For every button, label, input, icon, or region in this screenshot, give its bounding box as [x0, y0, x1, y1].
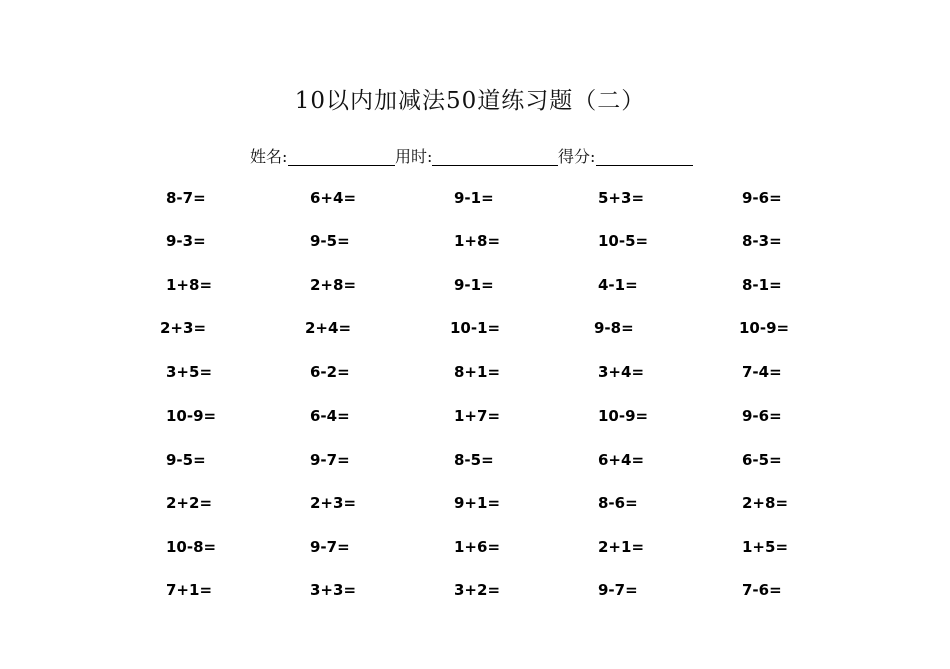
- problem-item: 3+4=: [598, 363, 645, 381]
- problem-item: 9-6=: [742, 407, 782, 425]
- problem-item: 8-1=: [742, 276, 782, 294]
- problem-item: 2+3=: [310, 494, 357, 512]
- problem-item: 2+1=: [598, 538, 645, 556]
- problem-item: 9-3=: [166, 232, 206, 250]
- problem-item: 7-4=: [742, 363, 782, 381]
- problem-item: 3+5=: [166, 363, 213, 381]
- problem-item: 9-1=: [454, 276, 494, 294]
- problem-item: 10-1=: [450, 319, 501, 337]
- problem-item: 6+4=: [598, 451, 645, 469]
- problem-item: 2+8=: [310, 276, 357, 294]
- problem-item: 8-7=: [166, 189, 206, 207]
- problem-item: 9-7=: [310, 451, 350, 469]
- problem-item: 10-8=: [166, 538, 217, 556]
- problem-item: 9-5=: [166, 451, 206, 469]
- problem-item: 2+8=: [742, 494, 789, 512]
- problem-item: 9-7=: [598, 581, 638, 599]
- problem-item: 9-5=: [310, 232, 350, 250]
- problem-item: 8-6=: [598, 494, 638, 512]
- problem-item: 8+1=: [454, 363, 501, 381]
- problem-item: 6-2=: [310, 363, 350, 381]
- name-label: 姓名:: [250, 147, 288, 166]
- time-blank[interactable]: [432, 165, 558, 166]
- problem-item: 2+4=: [305, 319, 352, 337]
- problem-item: 1+8=: [454, 232, 501, 250]
- problem-item: 10-9=: [598, 407, 649, 425]
- problem-item: 6+4=: [310, 189, 357, 207]
- problem-item: 9-7=: [310, 538, 350, 556]
- problem-item: 2+2=: [166, 494, 213, 512]
- problem-item: 4-1=: [598, 276, 638, 294]
- score-label: 得分:: [558, 147, 596, 166]
- problem-item: 3+3=: [310, 581, 357, 599]
- time-label: 用时:: [395, 147, 433, 166]
- name-blank[interactable]: [288, 165, 395, 166]
- problem-item: 7-6=: [742, 581, 782, 599]
- problem-item: 8-3=: [742, 232, 782, 250]
- problem-item: 1+5=: [742, 538, 789, 556]
- problem-item: 5+3=: [598, 189, 645, 207]
- problem-item: 3+2=: [454, 581, 501, 599]
- problem-item: 6-5=: [742, 451, 782, 469]
- problem-item: 9-8=: [594, 319, 634, 337]
- problem-item: 1+8=: [166, 276, 213, 294]
- problem-item: 10-9=: [739, 319, 790, 337]
- problem-item: 6-4=: [310, 407, 350, 425]
- problem-item: 10-9=: [166, 407, 217, 425]
- problem-item: 2+3=: [160, 319, 207, 337]
- problem-item: 9-1=: [454, 189, 494, 207]
- problem-item: 1+7=: [454, 407, 501, 425]
- score-blank[interactable]: [596, 165, 693, 166]
- problem-item: 7+1=: [166, 581, 213, 599]
- problem-item: 9-6=: [742, 189, 782, 207]
- problem-item: 10-5=: [598, 232, 649, 250]
- problem-item: 1+6=: [454, 538, 501, 556]
- page-title: 10以内加减法50道练习题（二）: [294, 88, 646, 114]
- problem-item: 8-5=: [454, 451, 494, 469]
- problem-item: 9+1=: [454, 494, 501, 512]
